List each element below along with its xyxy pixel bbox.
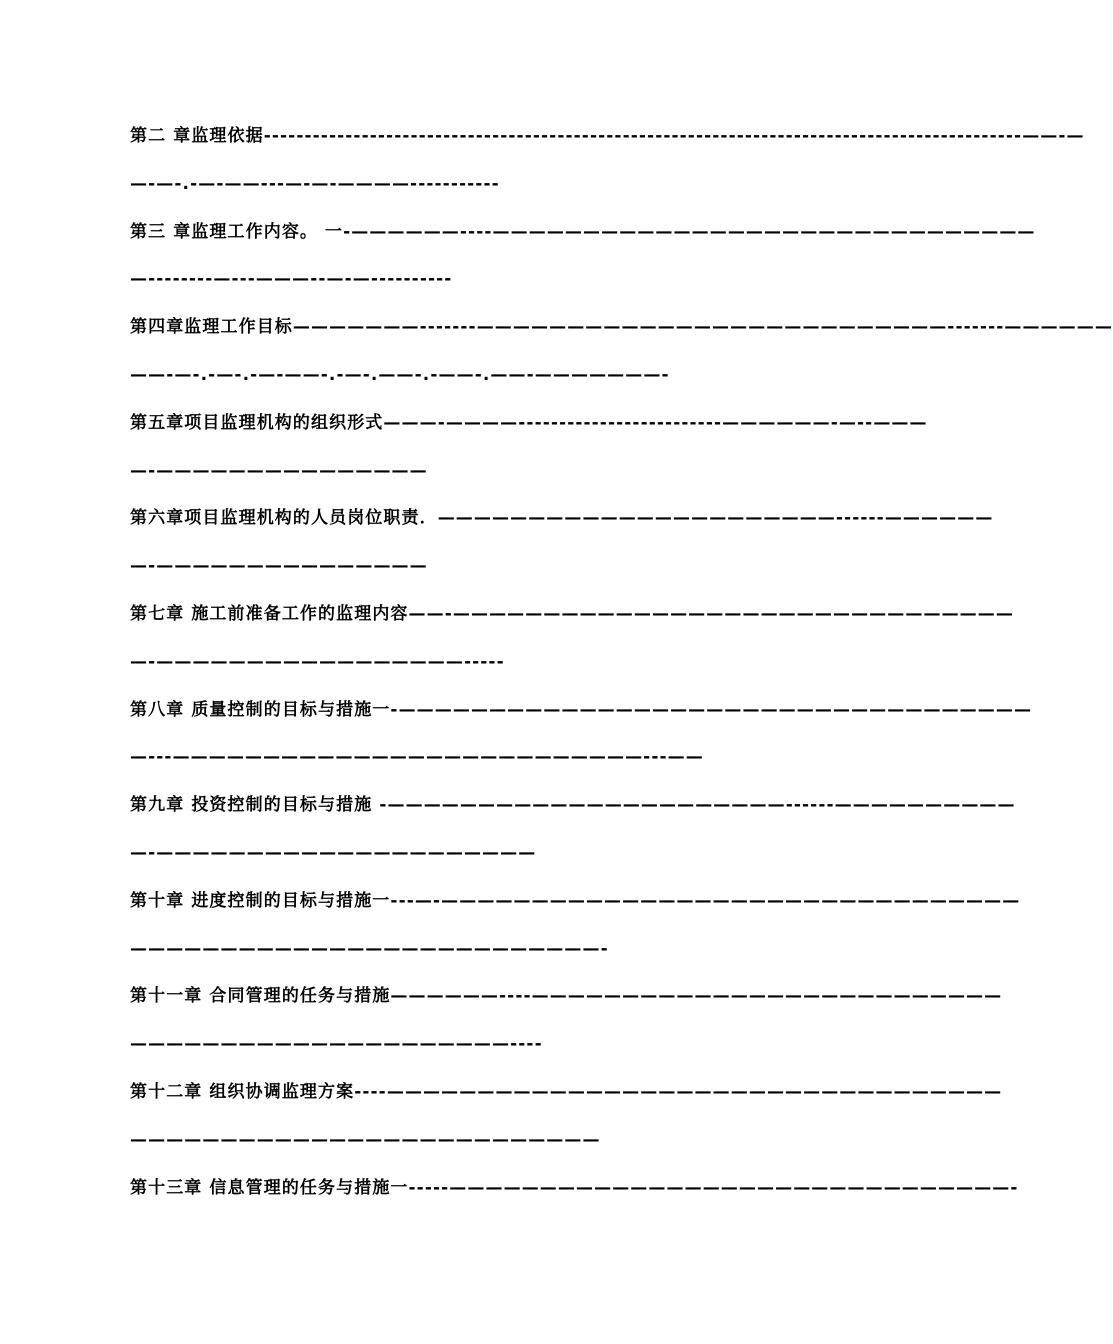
toc-leader-continuation: —-—-.-—-——---—-—-————----------- (130, 173, 500, 194)
toc-entry-chapter-10: 第十章 进度控制的目标与措施一---—-———————————————————————————————— (130, 890, 1021, 911)
toc-leader-continuation: —-——————————————— (130, 556, 428, 577)
toc-entry-chapter-12: 第十二章 组织协调监理方案----—————————————————————————————————— (130, 1081, 1003, 1102)
toc-entry-chapter-13: 第十三章 信息管理的任务与措施一-----———————————————————————————————- (130, 1177, 1019, 1198)
toc-entry-chapter-7: 第七章 施工前准备工作的监理内容——-——————————————————————————————— (130, 603, 1014, 624)
toc-entry-chapter-2: 第二 章监理依据---------------------------------------------------------------------------------------------——-— (130, 126, 1085, 146)
toc-leader-continuation: —————————————————————————— (130, 1129, 601, 1150)
toc-entry-chapter-5: 第五章项目监理机构的组织形式———-————-------------------------——————-—--——— (130, 412, 928, 433)
toc-entry-chapter-8: 第八章 质量控制的目标与措施一-——————————————————————————————————— (130, 699, 1033, 720)
toc-entry-chapter-6: 第六章项目监理机构的人员岗位职责．——————————————————————------—————— (130, 508, 994, 529)
toc-entry-chapter-3: 第三 章监理工作内容。 一-——————----—————————————————————————————— (130, 221, 1036, 242)
toc-leader-continuation: ——-—-.-—-.-—-——-.-—-.——-.-——-.——-———————- (130, 364, 670, 385)
toc-leader-continuation: —-—————————————————----- (130, 651, 505, 672)
toc-leader-continuation: —-——————————————— (130, 460, 428, 481)
toc-entry-chapter-9: 第九章 投资控制的目标与措施 -——————————————————————------—————————— (130, 795, 1016, 816)
toc-leader-continuation: —————————————————————---- (130, 1034, 543, 1055)
toc-leader-continuation: —---——————————————————————————---—— (130, 747, 704, 768)
table-of-contents (130, 118, 1113, 1217)
toc-entry-chapter-11: 第十一章 合同管理的任务与措施——————----—————————————————————————— (130, 986, 1003, 1007)
toc-leader-continuation: —-————————————————————— (130, 842, 537, 863)
toc-entry-chapter-4: 第四章监理工作目标———————-------——————————————————————————-------—————— (130, 317, 1113, 338)
toc-leader-continuation: ——————————————————————————- (130, 938, 609, 959)
toc-leader-continuation: —--------—---———--—-—---------- (130, 269, 453, 290)
